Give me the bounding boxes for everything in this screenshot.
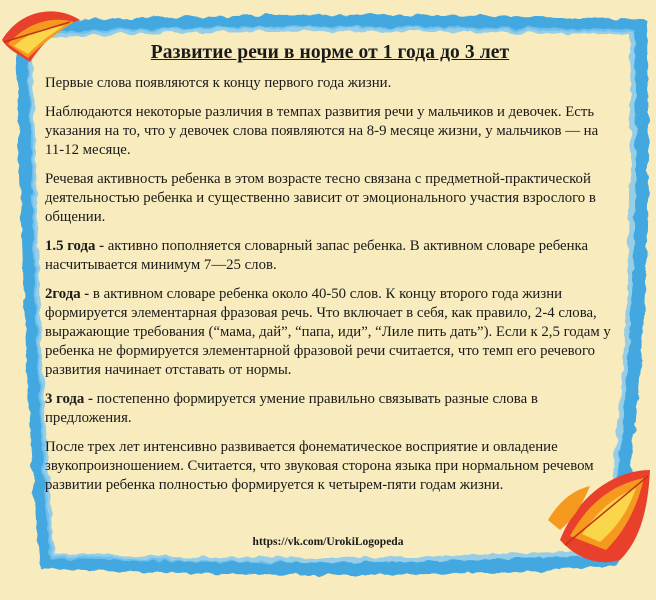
paragraph-speech-activity: Речевая активность ребенка в этом возрасте тесно связана с предметной-практической деятельностью ребенка и существенно зависит от эмоционального участия взрослого в общении. xyxy=(45,171,596,225)
age-label-1-5: 1.5 года - xyxy=(45,238,105,254)
age-label-3: 3 года - xyxy=(45,391,93,407)
age-text-1-5: активно пополняется словарный запас ребенка. В активном словаре ребенка насчитывается минимум 7—25 слов. xyxy=(45,238,589,273)
page-title: Развитие речи в норме от 1 года до 3 лет xyxy=(150,42,510,63)
source-link[interactable]: https://vk.com/UrokiLogopeda xyxy=(252,536,404,548)
paragraph-2-years xyxy=(45,285,615,380)
paragraph-first-words: Первые слова появляются к концу первого года жизни. xyxy=(45,75,392,91)
paragraph-after-three: После трех лет интенсивно развивается фонематическое восприятие и овладение звукопроизношением. Считается, что звуковая сторона языка при нормальном речевом развитии ребенка полностью формируется к четырем-пяти годам жизни. xyxy=(45,439,594,493)
age-label-2: 2года - xyxy=(45,286,90,302)
document-body xyxy=(45,42,615,505)
paragraph-3-years xyxy=(45,390,615,428)
age-text-2: в активном словаре ребенка около 40-50 слов. К концу второго года жизни формируется элементарная фразовая речь. Что включает в себя, как правило, 2-4 слова, выражающие требования (“мама, дай”, “папа, иди”, “Лиле пить дать”). Если к 2,5 годам у ребенка не формируется элементарной фразовой речи считается, что темп его речевого развития начинает отставать от нормы. xyxy=(45,286,611,378)
age-text-3: постепенно формируется умение правильно связывать разные слова в предложения. xyxy=(45,391,538,426)
paragraph-gender-differences: Наблюдаются некоторые различия в темпах развития речи у мальчиков и девочек. Есть указания на то, что у девочек слова появляются на 8-9 месяце жизни, у мальчиков — на 11-12 месяце. xyxy=(45,104,599,158)
paragraph-1-5-years xyxy=(45,237,615,275)
